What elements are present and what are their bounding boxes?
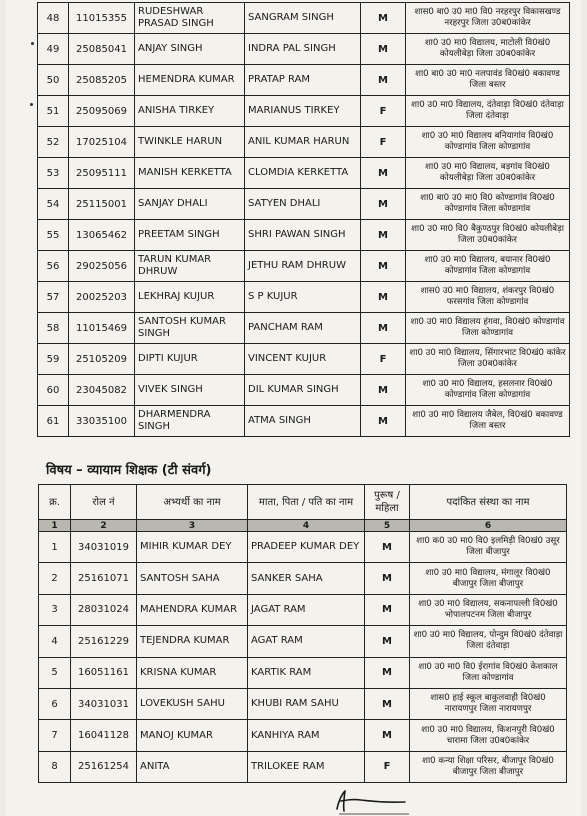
gender: M [361,158,406,189]
institution-name: शा0 उ0 मा0 वि0 ईरागांव वि0खं0 केशकाल जिला कोण्डागांव [410,657,567,688]
gender: M [361,65,406,96]
institution-name: शा0 उ0 मा0 विद्यालय, सकनापल्ली वि0खं0 भोपालपटनम जिला बीजापुर [410,594,567,625]
institution-name: शा0 क0 उ0 मा0 वि0 इलमिड़ी वि0खं0 उसूर जिला बीजापुर [410,532,567,563]
candidate-name: SANTOSH SAHA [137,563,248,594]
roll-no: 25105209 [69,344,135,375]
candidate-name: ANJAY SINGH [135,34,245,65]
roll-no: 25095069 [69,96,135,127]
roll-no: 20025203 [69,282,135,313]
serial-no: 49 [38,34,69,65]
parent-name: SANKER SAHA [248,563,365,594]
serial-no: 51 [38,96,69,127]
parent-name: S P KUJUR [245,282,361,313]
header-candidate-name: अभ्यर्थी का नाम [137,485,248,520]
gender: M [361,34,406,65]
parent-name: KARTIK RAM [248,657,365,688]
gender: M [365,532,410,563]
roll-no: 11015355 [69,3,135,34]
parent-name: MARIANUS TIRKEY [245,96,361,127]
institution-name: शा0 उ0 मा0 विद्यालय जैबेल, वि0खं0 बकावण्ड जिला बस्तर [406,406,570,437]
parent-name: TRILOKEE RAM [248,751,365,782]
institution-name: शा0 उ0 मा0 विद्यालय, हसलनार वि0खं0 कोण्डागांव जिला कोण्डागांव [406,375,570,406]
institution-name: शा0 उ0 मा0 विद्यालय, किशनपुरी वि0खं0 चारामा जिला उ0ब0कांकेर [410,720,567,751]
gender: M [365,626,410,657]
table-row [39,751,567,782]
signature-mark [331,787,411,815]
table-body [39,532,567,783]
header-parent-name: माता, पिता / पति का नाम [248,485,365,520]
roll-no: 25115001 [69,189,135,220]
binder-hole-mark [31,42,34,45]
candidate-name: TWINKLE HARUN [135,127,245,158]
candidate-name: MANISH KERKETTA [135,158,245,189]
table-row [38,251,570,282]
serial-no: 57 [38,282,69,313]
candidate-name: RUDESHWAR PRASAD SINGH [135,3,245,34]
candidate-name: LOVEKUSH SAHU [137,688,248,719]
table-row [39,563,567,594]
table-row [38,282,570,313]
table-row [39,688,567,719]
institution-name: शा0 बा0 उ0 मा0 वि0 कोण्डागांव वि0खं0 कोण्डागांव जिला कोण्डागांव [406,189,570,220]
parent-name: DIL KUMAR SINGH [245,375,361,406]
parent-name: PRATAP RAM [245,65,361,96]
parent-name: KHUBI RAM SAHU [248,688,365,719]
parent-name: ANIL KUMAR HARUN [245,127,361,158]
physical-education-teacher-table [38,484,567,783]
institution-name: शा0 उ0 मा0 विद्यालय, दंतेवाड़ा वि0खं0 दंतेवाड़ा जिला दंतेवाड़ा [406,96,570,127]
table-row [38,34,570,65]
candidate-name: LEKHRAJ KUJUR [135,282,245,313]
candidate-name: DIPTI KUJUR [135,344,245,375]
gender: F [361,127,406,158]
serial-no: 8 [39,751,71,782]
table-row [39,657,567,688]
serial-no: 2 [39,563,71,594]
serial-no: 55 [38,220,69,251]
serial-no: 3 [39,594,71,625]
parent-name: INDRA PAL SINGH [245,34,361,65]
gender: M [361,3,406,34]
candidate-name: MANOJ KUMAR [137,720,248,751]
candidate-name: MIHIR KUMAR DEY [137,532,248,563]
header-institution: पदांकित संस्था का नाम [410,485,567,520]
serial-no: 48 [38,3,69,34]
serial-no: 56 [38,251,69,282]
roll-no: 16041128 [71,720,137,751]
gender: M [365,720,410,751]
table-row [38,3,570,34]
parent-name: ATMA SINGH [245,406,361,437]
roll-no: 29025056 [69,251,135,282]
table-row [38,189,570,220]
parent-name: SANGRAM SINGH [245,3,361,34]
gender: F [365,751,410,782]
roll-no: 34031031 [71,688,137,719]
binder-hole-mark [30,103,33,106]
roll-no: 17025104 [69,127,135,158]
header-gender: पुरूष / महिला [365,485,410,520]
roll-no: 25161229 [71,626,137,657]
table-row [39,720,567,751]
table-row [38,344,570,375]
roll-no: 25161071 [71,563,137,594]
candidate-name: HEMENDRA KUMAR [135,65,245,96]
candidate-name: SANJAY DHALI [135,189,245,220]
serial-no: 60 [38,375,69,406]
institution-name: शा0 उ0 मा0 विद्यालय, पोन्दुम वि0खं0 दंतेवाड़ा जिला दंतेवाड़ा [410,626,567,657]
institution-name: शा0 उ0 मा0 विद्यालय, मंगालूर वि0खं0 बीजापुर जिला बीजापुर [410,563,567,594]
serial-no: 59 [38,344,69,375]
table-row [39,626,567,657]
column-index-row [39,520,567,532]
parent-name: SATYEN DHALI [245,189,361,220]
serial-no: 54 [38,189,69,220]
candidate-name: MAHENDRA KUMAR [137,594,248,625]
roll-no: 25161254 [71,751,137,782]
institution-name: शा0 उ0 मा0 विद्यालय, बयानार वि0खं0 कोण्डागांव जिला कोण्डागांव [406,251,570,282]
roll-no: 34031019 [71,532,137,563]
header-serial: क्र. [39,485,71,520]
roll-no: 11015469 [69,313,135,344]
institution-name: शा0 उ0 मा0 विद्यालय, सिंगारभाट वि0खं0 कांकेर जिला उ0ब0कांकेर [406,344,570,375]
parent-name: PANCHAM RAM [245,313,361,344]
gender: M [361,282,406,313]
column-index: 3 [137,520,248,532]
column-index: 4 [248,520,365,532]
gender: F [361,344,406,375]
institution-name: शा0 उ0 मा0 विद्यालय हंगवा, वि0खं0 कोण्डागांव जिला कोण्डागांव [406,313,570,344]
parent-name: SHRI PAWAN SINGH [245,220,361,251]
subject-heading: विषय – व्यायाम शिक्षक (टी संवर्ग) [46,463,212,478]
serial-no: 53 [38,158,69,189]
candidate-name: ANITA [137,751,248,782]
table-row [38,158,570,189]
institution-name: शा0 कन्या शिक्षा परिसर, बीजापुर वि0खं0 बीजापुर जिला बीजापुर [410,751,567,782]
institution-name: शास0 हाई स्कूल बाकुलवाही वि0खं0 नारायणपुर जिला नारायणपुर [410,688,567,719]
roll-no: 25085041 [69,34,135,65]
serial-no: 7 [39,720,71,751]
gender: M [365,657,410,688]
roll-no: 25085205 [69,65,135,96]
gender: M [361,189,406,220]
parent-name: JAGAT RAM [248,594,365,625]
gender: M [365,563,410,594]
table-row [38,220,570,251]
parent-name: JETHU RAM DHRUW [245,251,361,282]
parent-name: VINCENT KUJUR [245,344,361,375]
column-index: 6 [410,520,567,532]
header-roll-no: रोल नं [71,485,137,520]
roll-no: 16051161 [71,657,137,688]
table-row [38,127,570,158]
institution-name: शा0 उ0 मा0 वि0 बैकुण्ठपुर वि0खं0 कोयलीबेड़ा जिला उ0ब0कांकेर [406,220,570,251]
table-row [39,532,567,563]
table-row [38,375,570,406]
institution-name: शा0 उ0 मा0 विद्यालय बनियागांव वि0खं0 कोण्डागांव जिला कोण्डागांव [406,127,570,158]
candidate-name: TEJENDRA KUMAR [137,626,248,657]
column-index: 1 [39,520,71,532]
parent-name: AGAT RAM [248,626,365,657]
serial-no: 52 [38,127,69,158]
candidate-name: ANISHA TIRKEY [135,96,245,127]
table-row [38,406,570,437]
gender: M [365,594,410,625]
serial-no: 58 [38,313,69,344]
candidate-name: TARUN KUMAR DHRUW [135,251,245,282]
institution-name: शास0 उ0 मा0 विद्यालय, शंकरपुर वि0खं0 फरसगांव जिला कोण्डागांव [406,282,570,313]
table-header [39,485,567,532]
serial-no: 50 [38,65,69,96]
candidate-name: KRISNA KUMAR [137,657,248,688]
table-body [38,3,570,437]
roll-no: 25095111 [69,158,135,189]
candidate-name: VIVEK SINGH [135,375,245,406]
serial-no: 61 [38,406,69,437]
roll-no: 23045082 [69,375,135,406]
roll-no: 33035100 [69,406,135,437]
serial-no: 4 [39,626,71,657]
selection-list-table-continued [37,2,570,437]
gender: F [361,96,406,127]
institution-name: शा0 उ0 मा0 विद्यालय, माटोली वि0खं0 कोयलीबेड़ा जिला उ0ब0कांकेर [406,34,570,65]
gender: M [361,220,406,251]
document-page [6,0,581,816]
institution-name: शास0 बा0 उ0 मा0 वि0 नरहरपुर विकासखण्ड नरहरपुर जिला उ0ब0कांकेर [406,3,570,34]
serial-no: 5 [39,657,71,688]
serial-no: 1 [39,532,71,563]
gender: M [365,688,410,719]
gender: M [361,251,406,282]
table-row [38,96,570,127]
gender: M [361,406,406,437]
parent-name: CLOMDIA KERKETTA [245,158,361,189]
table-row [39,594,567,625]
roll-no: 13065462 [69,220,135,251]
gender: M [361,313,406,344]
column-index: 2 [71,520,137,532]
column-index: 5 [365,520,410,532]
institution-name: शा0 उ0 मा0 विद्यालय, बड़गांव वि0खं0 कोयलीबेड़ा जिला उ0ब0कांकेर [406,158,570,189]
table-row [38,65,570,96]
serial-no: 6 [39,688,71,719]
candidate-name: SANTOSH KUMAR SINGH [135,313,245,344]
roll-no: 28031024 [71,594,137,625]
parent-name: KANHIYA RAM [248,720,365,751]
table-row [38,313,570,344]
gender: M [361,375,406,406]
institution-name: शा0 बा0 उ0 मा0 नलपावंड वि0खं0 बकावण्ड जिला बस्तर [406,65,570,96]
candidate-name: PREETAM SINGH [135,220,245,251]
candidate-name: DHARMENDRA SINGH [135,406,245,437]
parent-name: PRADEEP KUMAR DEY [248,532,365,563]
